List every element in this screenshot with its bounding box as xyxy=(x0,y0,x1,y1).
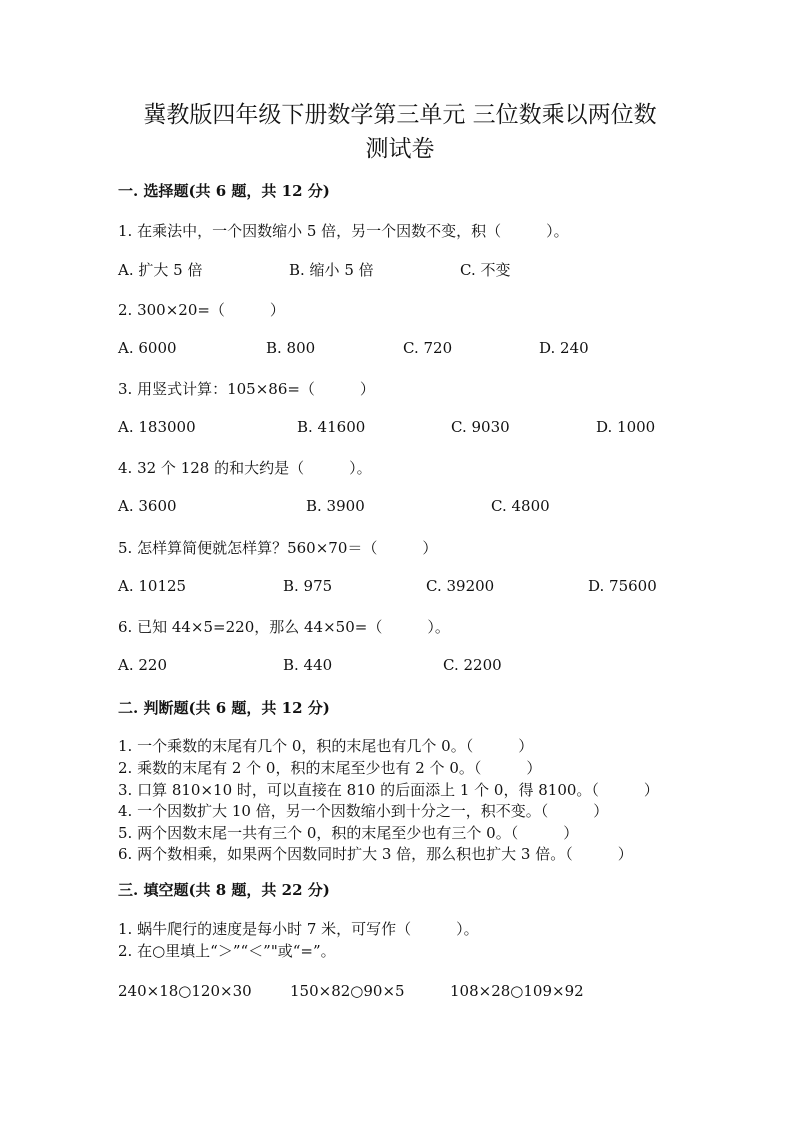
answer-option: C. 39200 xyxy=(426,577,495,595)
answer-option: B. 3900 xyxy=(306,497,365,515)
answer-option: C. 不变 xyxy=(460,261,511,279)
judgement-item: 5. 两个因数末尾一共有三个 0，积的末尾至少也有三个 0。（ ） xyxy=(118,824,579,842)
answer-option: C. 4800 xyxy=(491,497,550,515)
answer-option: C. 9030 xyxy=(451,418,510,436)
section-heading-true-false: 二. 判断题(共 6 题，共 12 分) xyxy=(118,699,330,717)
comparison-expression: 240×18○120×30 xyxy=(118,982,252,1000)
answer-option: D. 1000 xyxy=(596,418,656,436)
section-heading-choice: 一. 选择题(共 6 题，共 12 分) xyxy=(118,182,330,200)
fill-blank-item: 1. 蜗牛爬行的速度是每小时 7 米，可写作（ ）。 xyxy=(118,920,479,938)
answer-option: A. 220 xyxy=(118,656,167,674)
answer-option: B. 975 xyxy=(283,577,333,595)
answer-option: A. 183000 xyxy=(118,418,196,436)
answer-option: D. 240 xyxy=(539,339,589,357)
question-text: 2. 300×20=（ ） xyxy=(118,301,285,319)
judgement-item: 3. 口算 810×10 时，可以直接在 810 的后面添上 1 个 0，得 8100。（ ） xyxy=(118,781,659,799)
judgement-item: 2. 乘数的末尾有 2 个 0，积的末尾至少也有 2 个 0。（ ） xyxy=(118,759,542,777)
question-text: 3. 用竖式计算：105×86=（ ） xyxy=(118,380,375,398)
answer-option: A. 6000 xyxy=(118,339,177,357)
question-text: 6. 已知 44×5=220，那么 44×50=（ ）。 xyxy=(118,618,450,636)
answer-option: A. 3600 xyxy=(118,497,177,515)
comparison-expression: 108×28○109×92 xyxy=(450,982,584,1000)
question-text: 1. 在乘法中，一个因数缩小 5 倍，另一个因数不变，积（ ）。 xyxy=(118,222,569,240)
judgement-item: 1. 一个乘数的末尾有几个 0，积的末尾也有几个 0。（ ） xyxy=(118,737,534,755)
comparison-expression: 150×82○90×5 xyxy=(290,982,405,1000)
page-title-line-2: 测试卷 xyxy=(365,136,435,162)
answer-option: A. 10125 xyxy=(118,577,187,595)
page-title-line-1: 冀教版四年级下册数学第三单元 三位数乘以两位数 xyxy=(143,102,657,128)
question-text: 4. 32 个 128 的和大约是（ ）。 xyxy=(118,459,372,477)
answer-option: B. 800 xyxy=(266,339,316,357)
answer-option: B. 41600 xyxy=(297,418,366,436)
section-heading-fill-blank: 三. 填空题(共 8 题，共 22 分) xyxy=(118,881,330,899)
answer-option: B. 缩小 5 倍 xyxy=(289,261,374,279)
answer-option: B. 440 xyxy=(283,656,333,674)
answer-option: C. 2200 xyxy=(443,656,502,674)
fill-blank-item: 2. 在○里填上“＞”“＜”"或“=”。 xyxy=(118,942,336,960)
question-text: 5. 怎样算简便就怎样算？560×70＝（ ） xyxy=(118,539,438,557)
judgement-item: 4. 一个因数扩大 10 倍，另一个因数缩小到十分之一，积不变。（ ） xyxy=(118,802,609,820)
answer-option: A. 扩大 5 倍 xyxy=(118,261,203,279)
answer-option: C. 720 xyxy=(403,339,453,357)
judgement-item: 6. 两个数相乘，如果两个因数同时扩大 3 倍，那么积也扩大 3 倍。（ ） xyxy=(118,845,633,863)
answer-option: D. 75600 xyxy=(588,577,657,595)
